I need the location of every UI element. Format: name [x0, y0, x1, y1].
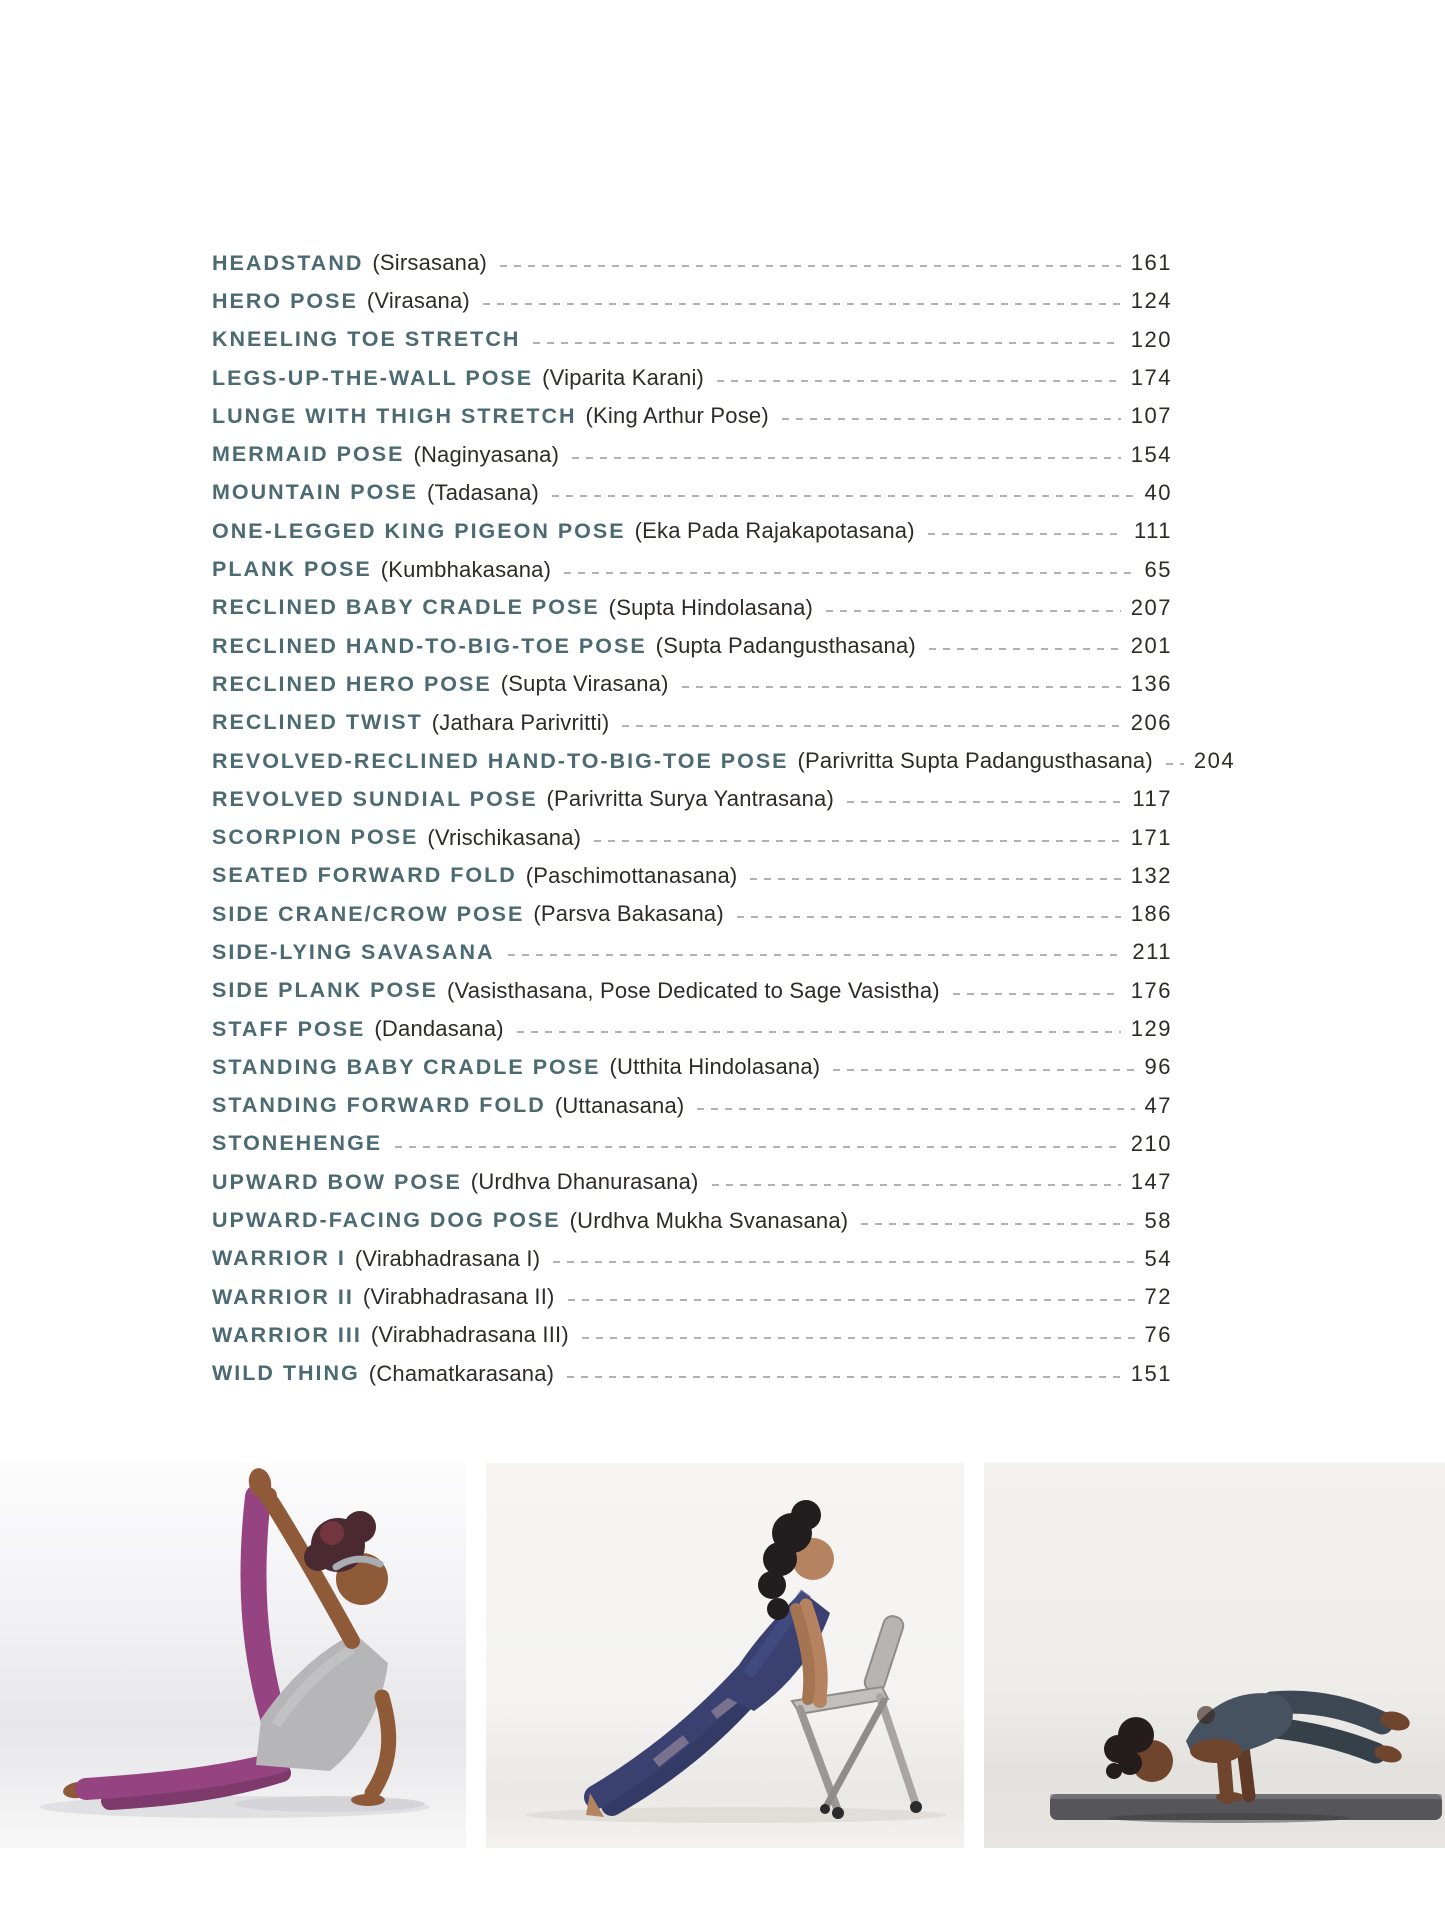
pose-name: UPWARD BOW POSE [212, 1169, 462, 1194]
dotted-leader [929, 648, 1121, 650]
pose-sanskrit: (Vrischikasana) [427, 824, 582, 850]
side-crow-illustration [984, 1463, 1445, 1848]
chair-supported-plank-pose-photo [486, 1463, 964, 1848]
dotted-leader [682, 686, 1121, 688]
pose-sanskrit: (Supta Virasana) [500, 671, 669, 697]
pose-sanskrit: (Eka Pada Rajakapotasana) [634, 518, 915, 544]
pose-sanskrit: (Viparita Karani) [542, 365, 705, 391]
pose-sanskrit: (Virabhadrasana III) [370, 1322, 569, 1348]
pose-name: UPWARD-FACING DOG POSE [212, 1208, 561, 1233]
page-number: 154 [1130, 441, 1172, 467]
page-number: 206 [1130, 709, 1172, 735]
dotted-leader [928, 533, 1124, 535]
chair-plank-illustration [486, 1463, 964, 1848]
dotted-leader [553, 1261, 1134, 1263]
pose-name: REVOLVED SUNDIAL POSE [212, 786, 538, 811]
pose-sanskrit: (Sirsasana) [372, 250, 488, 276]
pose-sanskrit: (Parsva Bakasana) [533, 901, 724, 927]
dotted-leader [826, 610, 1121, 612]
pose-sanskrit: (Jathara Parivritti) [431, 709, 610, 735]
index-entry-row [212, 282, 1172, 320]
pose-name: HERO POSE [212, 288, 358, 313]
dotted-leader [622, 725, 1120, 727]
pose-sanskrit: (Dandasana) [374, 1016, 504, 1042]
pose-name: KNEELING TOE STRETCH [212, 327, 521, 352]
pose-sanskrit: (Virabhadrasana I) [354, 1245, 541, 1271]
index-entry-row [212, 244, 1172, 282]
page-number: 161 [1130, 250, 1172, 276]
pose-sanskrit: (Urdhva Dhanurasana) [470, 1169, 699, 1195]
page-number: 124 [1130, 288, 1172, 314]
dotted-leader [1166, 763, 1184, 765]
pose-sanskrit: (Tadasana) [426, 479, 540, 505]
page-number: 40 [1144, 479, 1172, 505]
page-number: 176 [1130, 977, 1172, 1003]
dotted-leader [564, 572, 1134, 574]
pose-name: LEGS-UP-THE-WALL POSE [212, 365, 534, 390]
page-number: 132 [1130, 862, 1172, 888]
dotted-leader [395, 1146, 1121, 1148]
index-entry-row [212, 627, 1172, 665]
index-entry-row [212, 1201, 1172, 1239]
index-entry-row [212, 1355, 1172, 1393]
pose-name: SIDE CRANE/CROW POSE [212, 901, 525, 926]
dotted-leader [782, 418, 1121, 420]
pose-name: STONEHENGE [212, 1131, 383, 1156]
index-entry-row [212, 665, 1172, 703]
index-entry-row [212, 1010, 1172, 1048]
page-number: 107 [1130, 403, 1172, 429]
index-entry-row [212, 1240, 1172, 1278]
dotted-leader [572, 457, 1121, 459]
index-entry-row [212, 857, 1172, 895]
pose-sanskrit: (Uttanasana) [554, 1092, 685, 1118]
pose-sanskrit: (Parivritta Supta Padangusthasana) [797, 748, 1153, 773]
page-number: 136 [1130, 671, 1172, 697]
index-entry-row [212, 397, 1172, 435]
pose-name: STANDING FORWARD FOLD [212, 1093, 546, 1118]
pose-name: SIDE PLANK POSE [212, 978, 438, 1003]
pose-sanskrit: (Urdhva Mukha Svanasana) [569, 1207, 849, 1233]
page-number: 210 [1130, 1130, 1172, 1156]
dotted-leader [582, 1337, 1135, 1339]
pose-sanskrit: (King Arthur Pose) [585, 403, 769, 429]
pose-name: SCORPION POSE [212, 825, 419, 850]
index-entry-row [212, 589, 1172, 627]
pose-name: WARRIOR II [212, 1284, 354, 1309]
pose-sanskrit: (Virasana) [366, 288, 470, 314]
dotted-leader [717, 380, 1121, 382]
page-number: 129 [1130, 1016, 1172, 1042]
side-lying-pose-illustration [0, 1463, 466, 1848]
dotted-leader [508, 954, 1123, 956]
pose-name: RECLINED HERO POSE [212, 671, 492, 696]
dotted-leader [552, 495, 1134, 497]
pose-index-list [212, 244, 1236, 1393]
index-entry-row [212, 359, 1172, 397]
pose-sanskrit: (Utthita Hindolasana) [609, 1054, 821, 1080]
dotted-leader [750, 878, 1120, 880]
pose-sanskrit: (Chamatkarasana) [368, 1360, 555, 1386]
pose-name: REVOLVED-RECLINED HAND-TO-BIG-TOE POSE [212, 748, 789, 773]
index-entry-row [212, 1316, 1172, 1354]
dotted-leader [847, 801, 1122, 803]
dotted-leader [517, 1031, 1121, 1033]
page-number: 72 [1144, 1284, 1172, 1310]
pose-name: SIDE-LYING SAVASANA [212, 939, 495, 964]
index-entry-row [212, 818, 1172, 856]
pose-sanskrit: (Supta Padangusthasana) [655, 633, 916, 659]
page-number: 211 [1132, 939, 1172, 965]
pose-sanskrit: (Parivritta Surya Yantrasana) [546, 786, 834, 812]
page-number: 96 [1144, 1054, 1172, 1080]
pose-name: MOUNTAIN POSE [212, 480, 418, 505]
dotted-leader [594, 840, 1121, 842]
index-entry-row [212, 895, 1172, 933]
pose-name: WARRIOR I [212, 1246, 346, 1271]
dotted-leader [568, 1299, 1135, 1301]
pose-name: RECLINED HAND-TO-BIG-TOE POSE [212, 633, 647, 658]
index-entry-row [212, 1278, 1172, 1316]
index-entry-row [212, 933, 1172, 971]
dotted-leader [567, 1376, 1121, 1378]
pose-name: RECLINED TWIST [212, 710, 423, 735]
page-number: 117 [1132, 786, 1172, 812]
dotted-leader [833, 1069, 1134, 1071]
pose-sanskrit: (Virabhadrasana II) [362, 1284, 555, 1310]
dotted-leader [953, 993, 1121, 995]
pose-name: PLANK POSE [212, 557, 372, 582]
pose-sanskrit: (Supta Hindolasana) [608, 594, 814, 620]
pose-name: WARRIOR III [212, 1322, 362, 1347]
pose-name: WILD THING [212, 1361, 360, 1386]
index-entry-row [212, 321, 1172, 359]
pose-name: MERMAID POSE [212, 442, 405, 467]
dotted-leader [861, 1223, 1134, 1225]
page-number: 174 [1130, 365, 1172, 391]
pose-sanskrit: (Vasisthasana, Pose Dedicated to Sage Vasistha) [446, 977, 940, 1003]
index-entry-row [212, 474, 1172, 512]
index-entry-row [212, 435, 1172, 473]
pose-name: RECLINED BABY CRADLE POSE [212, 595, 600, 620]
dotted-leader [697, 1108, 1134, 1110]
pose-sanskrit: (Kumbhakasana) [380, 556, 552, 582]
index-entry-row [212, 1125, 1172, 1163]
dotted-leader [533, 342, 1120, 344]
side-crow-arm-balance-photo [984, 1463, 1445, 1848]
pose-name: STAFF POSE [212, 1016, 366, 1041]
dotted-leader [483, 303, 1121, 305]
index-entry-row [212, 780, 1172, 818]
page-number: 54 [1144, 1245, 1172, 1271]
page-number: 111 [1134, 518, 1172, 544]
side-lying-leg-hold-pose-photo [0, 1463, 466, 1848]
index-entry-row [212, 512, 1172, 550]
page-number: 120 [1130, 326, 1172, 352]
page-number: 47 [1144, 1092, 1172, 1118]
page-number: 171 [1130, 824, 1172, 850]
pose-name: LUNGE WITH THIGH STRETCH [212, 403, 577, 428]
pose-name: HEADSTAND [212, 250, 364, 275]
index-entry-row [212, 1087, 1172, 1125]
index-entry-row [212, 742, 1236, 780]
index-entry-row [212, 704, 1172, 742]
index-entry-row [212, 1048, 1172, 1086]
index-entry-row [212, 1163, 1172, 1201]
pose-sanskrit: (Naginyasana) [413, 441, 560, 467]
page-number: 186 [1130, 901, 1172, 927]
pose-name: STANDING BABY CRADLE POSE [212, 1054, 601, 1079]
page-number: 76 [1144, 1322, 1172, 1348]
page-number: 58 [1144, 1207, 1172, 1233]
index-entry-row [212, 550, 1172, 588]
pose-name: SEATED FORWARD FOLD [212, 863, 517, 888]
dotted-leader [500, 265, 1121, 267]
page-number: 147 [1130, 1169, 1172, 1195]
pose-name: ONE-LEGGED KING PIGEON POSE [212, 518, 626, 543]
pose-sanskrit: (Paschimottanasana) [525, 862, 738, 888]
page-number: 201 [1130, 633, 1172, 659]
page-number: 204 [1193, 748, 1236, 773]
page-number: 151 [1130, 1360, 1172, 1386]
page-number: 207 [1130, 594, 1172, 620]
page-number: 65 [1144, 556, 1172, 582]
dotted-leader [712, 1184, 1121, 1186]
index-entry-row [212, 972, 1172, 1010]
dotted-leader [737, 916, 1121, 918]
